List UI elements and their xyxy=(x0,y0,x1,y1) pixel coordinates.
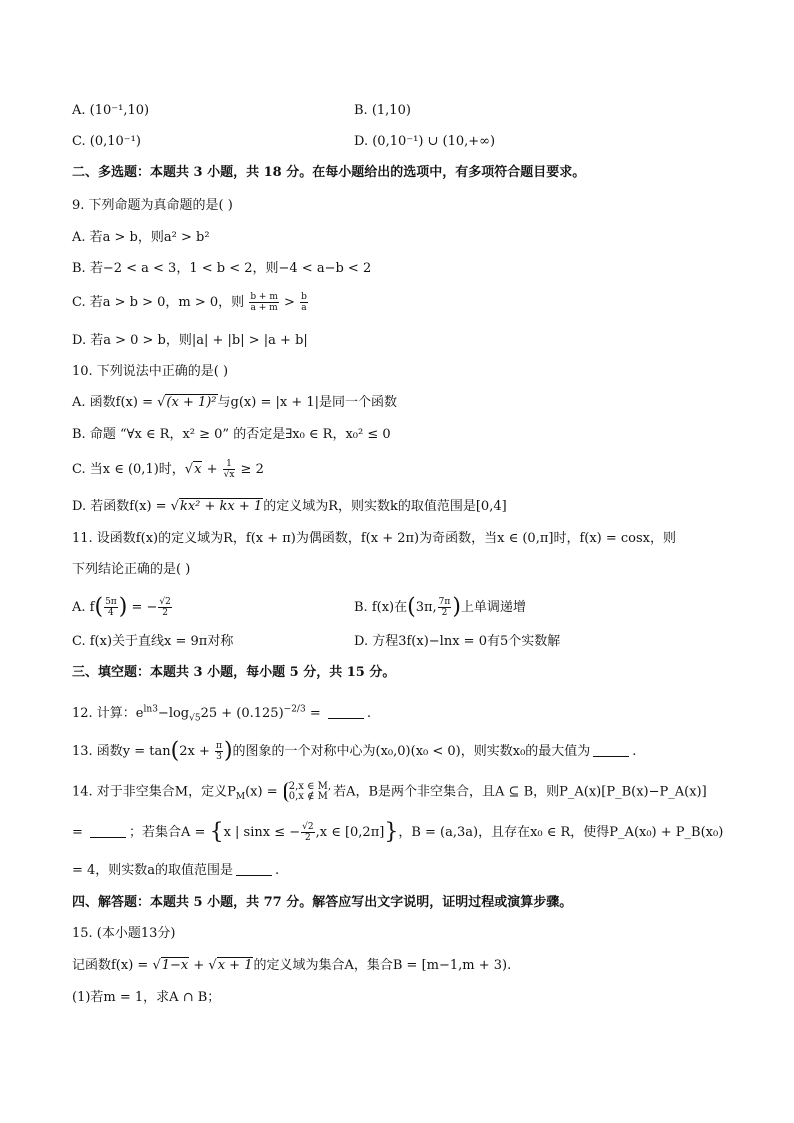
q9-option-a: A. 若a > b，则a² > b² xyxy=(72,230,210,245)
q10-option-d: D. 若函数f(x) = √kx² + kx + 1的定义域为R，则实数k的取值范围是[0,4] xyxy=(72,499,507,514)
q15-radicand-1: 1−x xyxy=(161,958,189,973)
q10-option-a: A. 函数f(x) = √(x + 1)²与g(x) = |x + 1|是同一个函数 xyxy=(72,395,398,410)
q10-a-radicand: (x + 1)² xyxy=(166,395,217,410)
fraction-denominator: 2 xyxy=(162,608,168,618)
q11-option-a xyxy=(72,594,173,620)
answer-blank[interactable] xyxy=(236,875,272,876)
q11-b-prefix: B. f(x)在 xyxy=(354,600,408,615)
q15-title: 15. (本小题13分) xyxy=(72,926,176,941)
fraction-numerator: 5π xyxy=(105,597,117,607)
section-3-heading: 三、填空题：本题共 3 小题，每小题 5 分，共 15 分。 xyxy=(72,665,396,680)
fraction-denominator: 4 xyxy=(108,608,114,618)
fraction-numerator: b + m xyxy=(250,292,278,302)
q13-fraction xyxy=(215,741,223,762)
q10-c-fraction xyxy=(223,459,236,480)
fraction-denominator: 2 xyxy=(441,608,448,618)
q15-plus: + xyxy=(189,958,209,973)
q14-line-3 xyxy=(72,861,279,881)
q9-option-d: D. 若a > 0 > b，则|a| + |b| > |a + b| xyxy=(72,333,308,348)
right-paren-icon: ) xyxy=(452,594,461,620)
q12-eq: = xyxy=(305,706,325,721)
q11-option-b xyxy=(354,594,526,620)
q9-c-gt: > xyxy=(284,295,295,310)
q10-option-b: B. 命题 “∀x ∈ R，x² ≥ 0” 的否定是∃x₀ ∈ R，x₀² ≤ 0 xyxy=(72,427,391,442)
q10-c-prefix: C. 当x ∈ (0,1)时， xyxy=(72,462,185,477)
q11-a-fraction xyxy=(104,597,118,618)
fraction-numerator: √2 xyxy=(302,822,314,832)
q14-l1-sub: M xyxy=(235,792,246,803)
fraction-numerator: π xyxy=(216,741,222,751)
answer-blank[interactable] xyxy=(90,837,126,838)
q8-option-a: A. (10⁻¹,10) xyxy=(72,103,150,118)
q11-stem-line-1: 11. 设函数f(x)的定义域为R，f(x + π)为偶函数，f(x + 2π)为奇函数，当x ∈ (0,π]时，f(x) = cosx，则 xyxy=(72,531,676,546)
q11-a-eq: = − xyxy=(127,600,158,615)
q14-l1-prefix: 14. 对于非空集合M，定义P xyxy=(72,784,236,800)
left-paren-icon: ( xyxy=(94,594,104,620)
q11-b-fraction xyxy=(438,597,452,618)
q14-l2-mid: ；若集合A = xyxy=(129,825,210,840)
section-2-heading: 二、多选题：本题共 3 小题，共 18 分。在每小题给出的选项中，有多项符合题目要求。 xyxy=(72,165,586,180)
q9-c-prefix: C. 若a > b > 0，m > 0，则 xyxy=(72,295,245,310)
q13-suffix: 的图象的一个对称中心为(x₀,0)(x₀ < 0)，则实数x₀的最大值为 xyxy=(232,744,591,759)
fraction-denominator: 3 xyxy=(216,752,222,762)
fraction-numerator: b xyxy=(301,292,307,302)
fraction-denominator: √x xyxy=(223,470,235,480)
q12-prefix: 12. 计算：e xyxy=(72,706,144,721)
q11-option-d: D. 方程3f(x)−lnx = 0有5个实数解 xyxy=(354,634,561,649)
q12-mid: −log xyxy=(157,706,190,721)
q14-line-2 xyxy=(72,819,724,845)
q14-l1-mid: (x) = xyxy=(245,784,282,800)
q10-d-suffix: 的定义域为R，则实数k的取值范围是[0,4] xyxy=(263,499,507,514)
q10-d-radicand: kx² + kx + 1 xyxy=(179,499,263,514)
q13-inner: 2x + xyxy=(179,744,215,759)
q9-option-c xyxy=(72,292,309,313)
q10-a-suffix: 与g(x) = |x + 1|是同一个函数 xyxy=(217,395,398,410)
q9-option-b: B. 若−2 < a < 3，1 < b < 2，则−4 < a−b < 2 xyxy=(72,261,372,276)
q12-exp-2: −2/3 xyxy=(283,704,306,715)
q15-line-1: 记函数f(x) = √1−x + √x + 1的定义域为集合A，集合B = [m−1,m + 3). xyxy=(72,958,512,973)
q10-c-plus: + xyxy=(202,462,222,477)
q8-option-d: D. (0,10⁻¹) ∪ (10,+∞) xyxy=(354,134,496,149)
q10-option-c: C. 当x ∈ (0,1)时，√x + $\frac{1}{√x}$ ≥ 2 xyxy=(72,459,264,480)
q12-line xyxy=(72,704,371,724)
q14-l2-suffix: ，B = (a,3a)，且存在x₀ ∈ R，使得P_A(x₀) + P_B(x₀) xyxy=(398,825,724,840)
q10-c-suffix: ≥ 2 xyxy=(236,462,264,477)
q12-exp-1: ln3 xyxy=(143,704,158,715)
q14-piecewise xyxy=(284,782,331,802)
q9-c-fraction-2 xyxy=(300,292,308,313)
q11-b-mid: 3π, xyxy=(415,600,437,615)
q8-option-b: B. (1,10) xyxy=(354,103,411,118)
q8-option-c: C. (0,10⁻¹) xyxy=(72,134,141,149)
q14-l3-end: . xyxy=(275,863,280,878)
q15-l1-suffix: 的定义域为集合A，集合B = [m−1,m + 3). xyxy=(253,958,512,973)
q15-radicand-2: x + 1 xyxy=(217,958,253,973)
q10-stem: 10. 下列说法中正确的是( ) xyxy=(72,364,229,379)
q15-l1-prefix: 记函数f(x) = xyxy=(72,958,153,973)
fraction-numerator: √2 xyxy=(159,597,171,607)
q11-b-suffix: 上单调递增 xyxy=(460,600,526,615)
q10-c-radicand: x xyxy=(194,462,202,477)
q11-a-prefix: A. f xyxy=(72,600,95,615)
q12-log-base: √5 xyxy=(189,713,201,724)
q12-end: . xyxy=(366,706,371,721)
left-brace-icon: { xyxy=(209,819,224,845)
q10-a-prefix: A. 函数f(x) = xyxy=(72,395,158,410)
right-brace-icon: } xyxy=(384,819,399,845)
q9-stem: 9. 下列命题为真命题的是( ) xyxy=(72,198,233,213)
fraction-numerator: 7π xyxy=(438,597,451,607)
fraction-denominator: 2 xyxy=(305,833,311,843)
q14-set-a: x | sinx ≤ − xyxy=(223,825,301,840)
q13-line xyxy=(72,738,637,764)
section-4-heading: 四、解答题：本题共 5 小题，共 77 分。解答应写出文字说明，证明过程或演算步骤。 xyxy=(72,895,573,910)
q13-prefix: 13. 函数y = tan xyxy=(72,744,171,759)
q14-l3-prefix: = 4，则实数a的取值范围是 xyxy=(72,863,234,878)
fraction-numerator: 1 xyxy=(223,459,236,470)
q12-mid-2: 25 + (0.125) xyxy=(200,706,284,721)
left-paren-icon: ( xyxy=(407,594,416,620)
fraction-denominator: a + m xyxy=(250,303,278,313)
left-paren-icon: ( xyxy=(170,738,180,764)
q11-stem-line-2: 下列结论正确的是( ) xyxy=(72,562,191,577)
fraction-denominator: a xyxy=(301,303,307,313)
q13-end: . xyxy=(632,744,637,759)
answer-blank[interactable] xyxy=(593,756,629,757)
answer-blank[interactable] xyxy=(328,718,364,719)
q10-d-prefix: D. 若函数f(x) = xyxy=(72,499,171,514)
piece-case-2: 0,x ∉ M xyxy=(288,791,328,802)
q14-line-1 xyxy=(72,782,707,803)
q11-a-fraction-2 xyxy=(158,597,171,618)
q15-line-2: (1)若m = 1，求A ∩ B； xyxy=(72,990,221,1005)
q9-c-fraction-1 xyxy=(249,292,279,313)
piece-case-1: 2,x ∈ M, xyxy=(288,781,332,792)
q11-option-c: C. f(x)关于直线x = 9π对称 xyxy=(72,634,234,649)
q14-set-fraction xyxy=(301,822,314,843)
q14-l1-suffix: 若A，B是两个非空集合，且A ⊆ B，则P_A(x)[P_B(x)−P_A(x)] xyxy=(333,784,707,800)
right-paren-icon: ) xyxy=(118,594,128,620)
q14-set-b: ,x ∈ [0,2π] xyxy=(315,825,385,840)
right-paren-icon: ) xyxy=(223,738,233,764)
q14-l2-prefix: = xyxy=(72,825,88,840)
